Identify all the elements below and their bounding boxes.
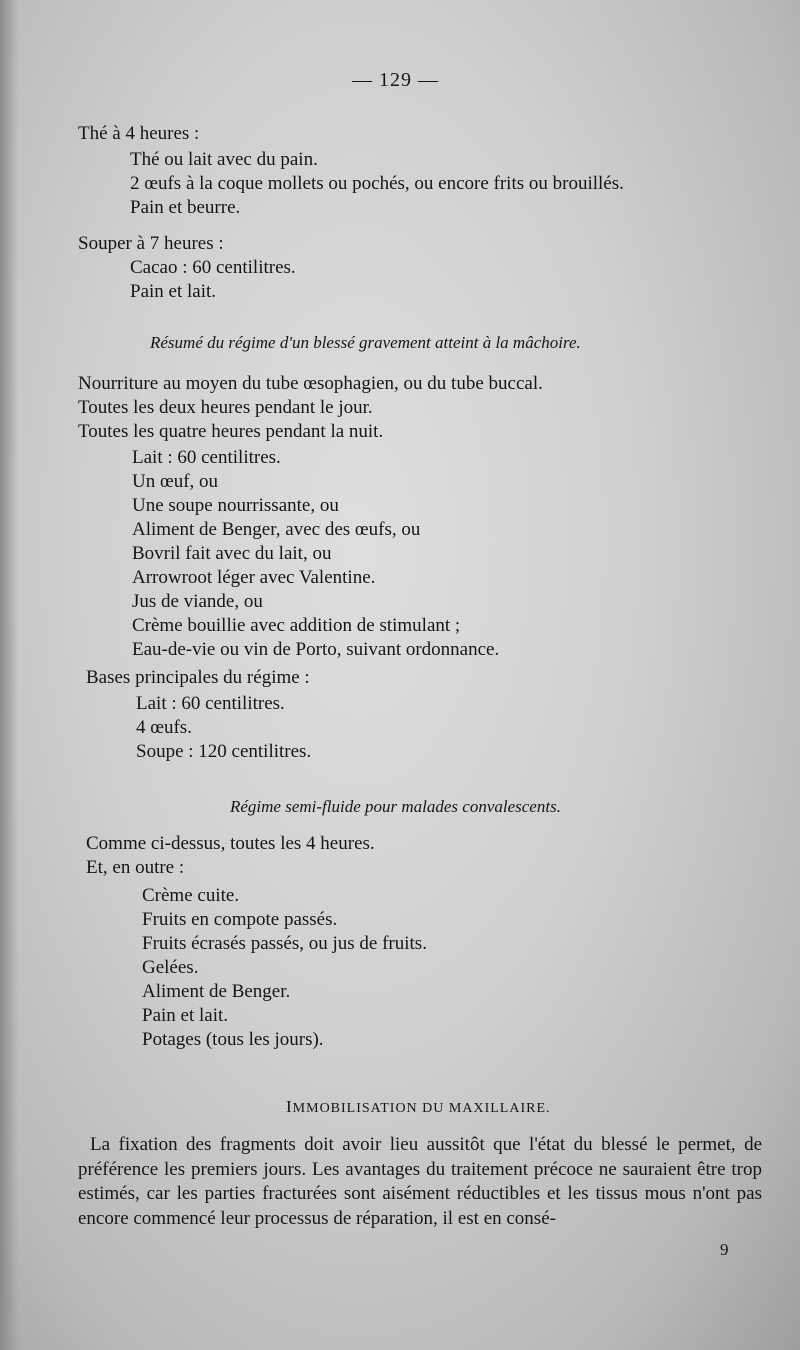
- tea-heading: Thé à 4 heures :: [78, 123, 200, 144]
- semi-item: Crème cuite.: [142, 885, 240, 906]
- bases-item: Soupe : 120 centilitres.: [136, 741, 312, 762]
- tea-item: Pain et beurre.: [130, 197, 241, 218]
- body-paragraph: La fixation des fragments doit avoir lieu aussitôt que l'état du blessé le permet, de préférence les premiers jours. Les avantages du traitement précoce ne sauraient être trop estimés, car les parties fracturées sont aisément réductibles et les tissus mous n'ont pas encore commencé leur processus de réparation, il est en consé-: [78, 1134, 762, 1229]
- supper-item: Pain et lait.: [130, 281, 217, 302]
- section-heading-text: MAXILLAIRE.: [448, 1101, 551, 1116]
- semi-line: Comme ci-dessus, toutes les 4 heures.: [86, 833, 375, 854]
- summary-line: Toutes les quatre heures pendant la nuit.: [78, 421, 384, 442]
- section-heading-text: MMOBILISATION DU: [292, 1101, 449, 1116]
- summary-item: Aliment de Benger, avec des œufs, ou: [132, 519, 421, 540]
- summary-item: Une soupe nourrissante, ou: [132, 495, 339, 516]
- semi-item: Fruits écrasés passés, ou jus de fruits.: [142, 933, 427, 954]
- summary-line: Nourriture au moyen du tube œsophagien, ou du tube buccal.: [78, 373, 543, 394]
- summary-item: Lait : 60 centilitres.: [132, 447, 281, 468]
- summary-title: Résumé du régime d'un blessé gravement atteint à la mâchoire.: [150, 333, 581, 352]
- bases-item: Lait : 60 centilitres.: [136, 693, 285, 714]
- semi-item: Fruits en compote passés.: [142, 909, 338, 930]
- summary-item: Crème bouillie avec addition de stimulant ;: [132, 615, 461, 636]
- semi-line: Et, en outre :: [86, 857, 185, 878]
- summary-item: Bovril fait avec du lait, ou: [132, 543, 332, 564]
- bases-heading: Bases principales du régime :: [86, 667, 310, 688]
- summary-item: Arrowroot léger avec Valentine.: [132, 567, 376, 588]
- semi-item: Gelées.: [142, 957, 199, 978]
- signature-mark: 9: [720, 1240, 729, 1259]
- tea-item: Thé ou lait avec du pain.: [130, 149, 318, 170]
- semi-item: Potages (tous les jours).: [142, 1029, 324, 1050]
- semi-item: Aliment de Benger.: [142, 981, 291, 1002]
- summary-item: Jus de viande, ou: [132, 591, 263, 612]
- summary-item: Eau-de-vie ou vin de Porto, suivant ordonnance.: [132, 639, 500, 660]
- page-number: — 129 —: [352, 69, 439, 91]
- summary-line: Toutes les deux heures pendant le jour.: [78, 397, 373, 418]
- bases-item: 4 œufs.: [136, 717, 192, 738]
- supper-heading: Souper à 7 heures :: [78, 233, 224, 254]
- summary-item: Un œuf, ou: [132, 471, 219, 492]
- semi-item: Pain et lait.: [142, 1005, 229, 1026]
- section-heading: [286, 1095, 551, 1121]
- semi-title: Régime semi-fluide pour malades convalescents.: [230, 797, 561, 816]
- supper-item: Cacao : 60 centilitres.: [130, 257, 296, 278]
- section-heading-initial: I: [286, 1097, 293, 1116]
- tea-item: 2 œufs à la coque mollets ou pochés, ou encore frits ou brouillés.: [130, 173, 624, 194]
- page-edge-shadow: [0, 0, 18, 1350]
